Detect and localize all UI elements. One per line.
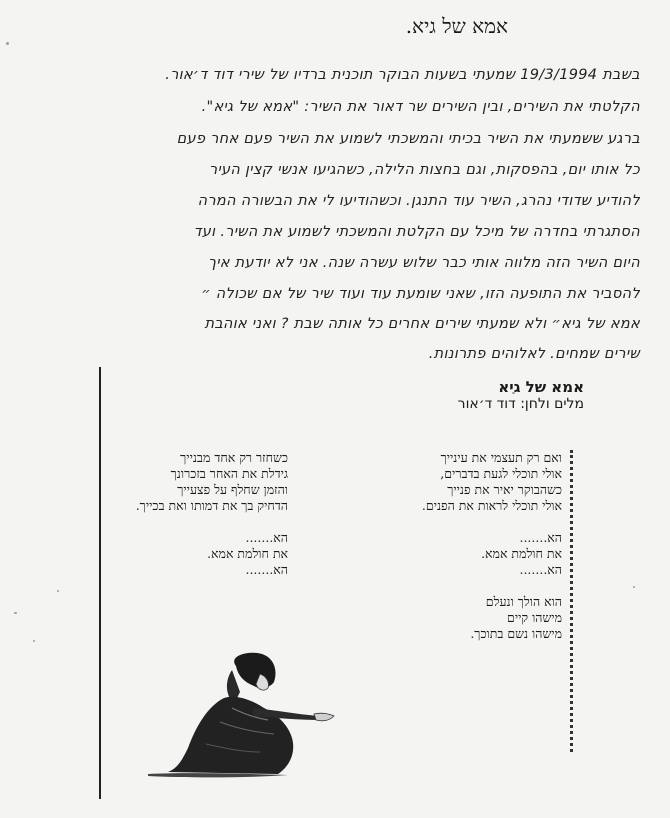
lyric-line: ואם רק תעצמי את עינייך: [440, 450, 562, 465]
story-line-8: להסביר את התופעה הזו, שאני שומעת עוד ועוד שיר של אם שכולה ״: [201, 286, 640, 302]
story-line-7: היום השיר הזה מלווה אותי כבר שלוש עשרה שנה. אני לא יודעת איך: [208, 255, 640, 271]
lyric-line: והזמן שחלף על פצעייך: [177, 482, 288, 497]
story-line-9: אמא של גיא״ ולא שמעתי שירים אחרים כל אותה שבת ? ואני אוהבת: [204, 316, 640, 332]
song-credit: מלים ולחן: דוד ד׳אור: [457, 396, 584, 412]
story-line-3: ברגע ששמעתי את השיר בכיתי והמשכתי לשמוע את השיר פעם אחר פעם: [176, 131, 640, 147]
woman-figure-illustration: [128, 648, 348, 780]
story-line-10: שירים שמחים. לאלוהים פתרונות.: [428, 346, 640, 362]
lyric-line: גידלת את האחר בזכרונך: [170, 466, 288, 481]
story-line-5: להודיע שדודי נהרג, השיר עוד התנגן. וכשהודיעו לי את הבשורה המרה: [197, 193, 640, 209]
stanza-break: [422, 578, 562, 594]
lyrics-right-column: [422, 450, 562, 642]
scan-speck: [33, 640, 35, 642]
scan-speck: [6, 42, 9, 45]
stanza-break: [136, 514, 288, 530]
story-line-4: כל אותו יום, בהפסקות, וגם בחצות הלילה, כשהגיעו אנשי קצין העיר: [208, 162, 640, 178]
lyric-line: אולי תוכלי לראות את הפנים.: [421, 498, 562, 513]
lyrics-left-column: [136, 450, 288, 578]
lyric-line: הא.......: [245, 530, 288, 545]
scan-speck: [57, 590, 59, 592]
scan-speck: [633, 586, 635, 588]
lyric-line: כשחזר רק אחד מבנייך: [180, 450, 288, 465]
song-title: אמא של גיא: [498, 378, 584, 396]
lyric-line: הא.......: [519, 530, 562, 545]
story-line-6: הסתגרתי בחדרה של מיכל עם הקלטת והמשכתי לשמוע את השיר. ועד: [193, 224, 640, 240]
dotted-rule: [570, 450, 573, 752]
story-line-2: הקלטתי את השירים, ובין השירים שר דאור את השיר: "אמא של גיא".: [201, 99, 640, 115]
margin-rule: [99, 367, 101, 799]
lyric-line: כשהבוקר יאיר את פנייך: [447, 482, 562, 497]
lyric-line: הדחיק בך את דמותו ואת בכייך.: [135, 498, 288, 513]
lyric-line: אולי תוכלי לגעת בדברים,: [440, 466, 562, 481]
page-title: אמא של גיא.: [405, 14, 508, 38]
stanza-break: [422, 514, 562, 530]
lyric-line: את חולמת אמא.: [481, 546, 562, 561]
lyric-line: מישהו נשם בתוכך.: [470, 626, 562, 641]
lyric-line: הוא הולך ונעלם: [485, 594, 562, 609]
lyric-line: את חולמת אמא.: [207, 546, 288, 561]
lyric-line: מישהו קיים: [507, 610, 562, 625]
scan-speck: [14, 612, 17, 614]
lyric-line: הא.......: [519, 562, 562, 577]
story-line-1: בשבת 19/3/1994 שמעתי בשעות הבוקר תוכנית ברדיו של שירי דוד ד׳אור.: [165, 67, 640, 83]
lyric-line: הא.......: [245, 562, 288, 577]
